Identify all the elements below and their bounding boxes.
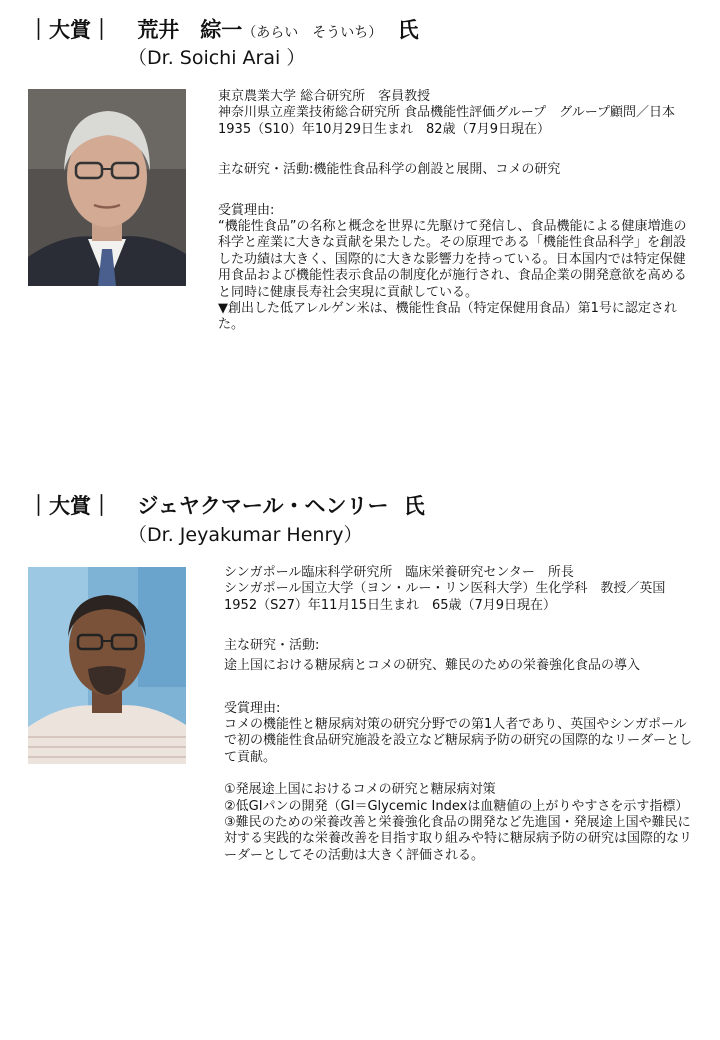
birth-line: 1952（S27）年11月15日生まれ 65歳（7月9日現在） xyxy=(224,597,557,613)
portrait-image xyxy=(28,567,186,764)
award-header xyxy=(28,490,425,520)
recipient-photo-henry xyxy=(28,567,186,764)
research-label: 主な研究・活動: xyxy=(218,162,314,178)
reason-paragraph: “機能性食品”の名称と概念を世界に先駆けて発信し、食品機能による健康増進の科学と産業に大きな貢献を果たした。その原理である「機能性食品科学」を創設した功績は大きく、国際的に大きな影響力を持っている。日本国内では特定保健用食品および機能性表示食品の制度化が施行され、食品企業の開発意欲を高めると同時に健康長寿社会実現に貢献している。 xyxy=(218,219,687,300)
affiliation-line: 東京農業大学 総合研究所 客員教授 xyxy=(218,89,431,104)
birth-line: 1935（S10）年10月29日生まれ 82歳（7月9日現在） xyxy=(218,121,551,137)
recipient-name: 荒井 綜一 xyxy=(137,18,243,42)
affiliation-line: シンガポール国立大学（ヨン・ルー・リン医科大学）生化学科 教授／英国 xyxy=(224,581,666,597)
award-header xyxy=(28,14,419,44)
affiliation-line: 神奈川県立産業技術総合研究所 食品機能性評価グループ グループ顧問／日本 xyxy=(218,105,676,121)
recipient-info xyxy=(218,89,696,334)
reason-paragraph: ▼創出した低アレルゲン米は、機能性食品（特定保健用食品）第1号に認定された。 xyxy=(218,301,677,333)
recipient-reading: （あらい そういち） xyxy=(242,25,383,41)
recipient-english-name: （Dr. Soichi Arai ） xyxy=(128,47,306,69)
reason-label: 受賞理由: xyxy=(218,202,275,218)
research-text: 機能性食品科学の創設と展開、コメの研究 xyxy=(313,162,561,178)
recipient-info xyxy=(224,565,696,864)
recipient-name: ジェヤクマール・ヘンリー xyxy=(137,494,389,518)
recipient-photo-arai xyxy=(28,89,186,286)
award-label: ｜大賞｜ xyxy=(28,18,112,42)
research-label: 主な研究・活動: xyxy=(224,638,320,654)
reason-paragraph: コメの機能性と糖尿病対策の研究分野での第1人者であり、英国やシンガポールで初の機能性食品研究施設を設立など糖尿病予防の研究の国際的なリーダーとして貢献。 xyxy=(224,717,693,765)
reason-item: ③難民のための栄養改善と栄養強化食品の開発など先進国・発展途上国や難民に対する実践的な栄養改善を目指す取り組みや特に糖尿病予防の研究は国際的なリーダーとしてその活動は大きく評価される。 xyxy=(224,815,693,863)
honorific: 氏 xyxy=(403,494,425,518)
affiliation-line: シンガポール臨床科学研究所 臨床栄養研究センター 所長 xyxy=(224,565,574,580)
recipient-english-name: （Dr. Jeyakumar Henry） xyxy=(128,524,363,546)
research-text: 途上国における糖尿病とコメの研究、難民のための栄養強化食品の導入 xyxy=(224,657,641,673)
reason-item: ①発展途上国におけるコメの研究と糖尿病対策 xyxy=(224,782,496,798)
reason-item: ②低GIパンの開発（GI＝Glycemic Indexは血糖値の上がりやすさを示す指標） xyxy=(224,798,689,814)
reason-label: 受賞理由: xyxy=(224,700,281,716)
portrait-image xyxy=(28,89,186,286)
honorific: 氏 xyxy=(397,18,419,42)
research-line xyxy=(218,162,696,178)
award-label: ｜大賞｜ xyxy=(28,494,112,518)
